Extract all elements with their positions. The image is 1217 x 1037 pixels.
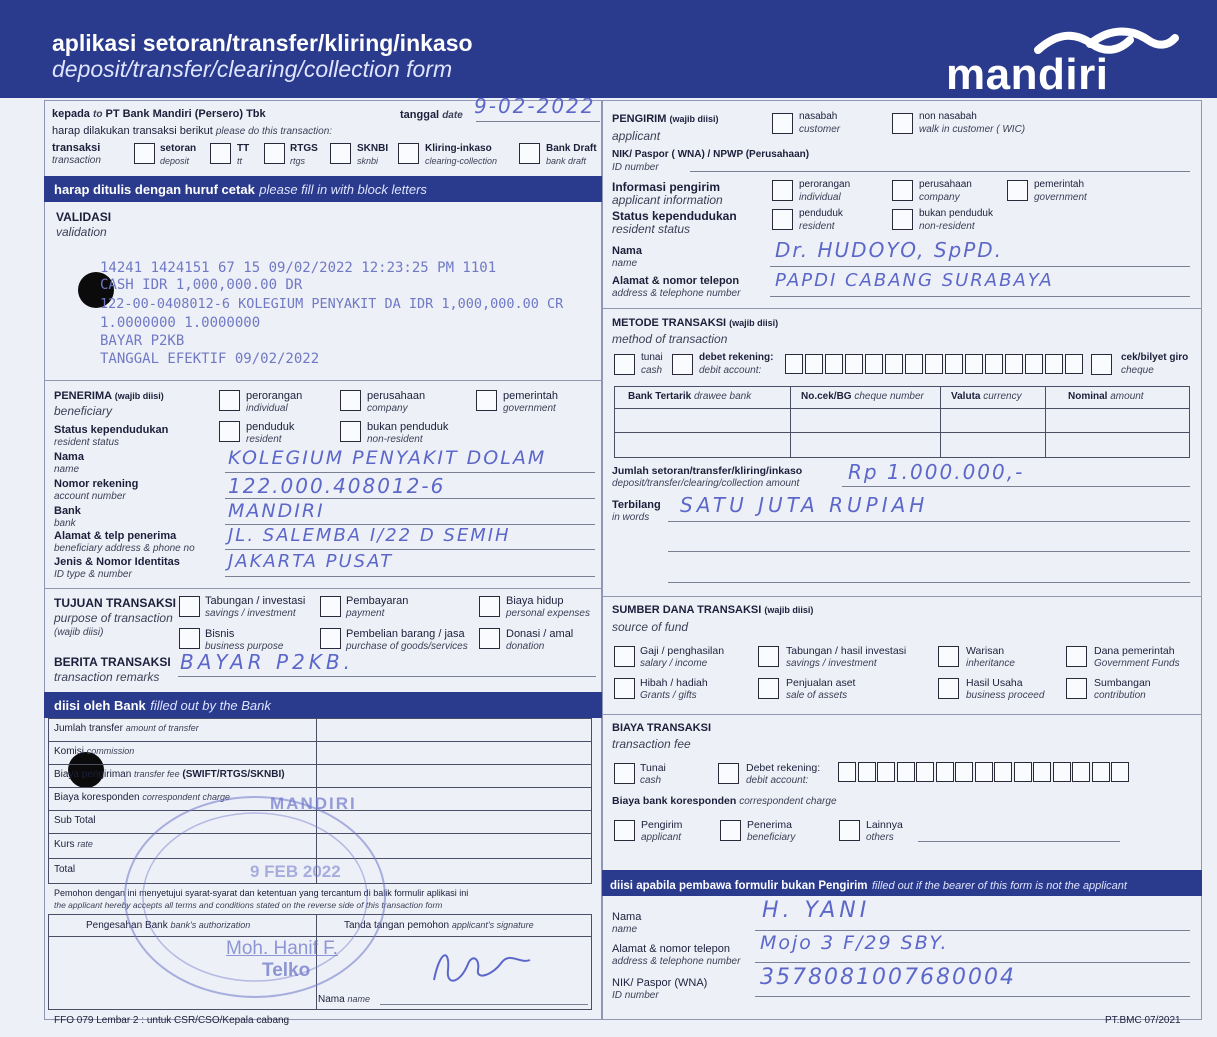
koresponden-lainnya-it: others: [866, 832, 894, 843]
biaya-tunai-label: Tunai: [640, 762, 666, 774]
koresponden-lainnya-label: Lainnya: [866, 819, 903, 831]
penerima-pemerintah-it: government: [503, 403, 556, 414]
sknbi-checkbox[interactable]: [330, 143, 351, 164]
bank-row-biaya-pengiriman: Biaya pengiriman transfer fee (SWIFT/RTGS/SKNBI): [54, 769, 285, 780]
penerima-alamat-label: Alamat & telp penerima: [54, 530, 177, 542]
tt-checkbox[interactable]: [210, 143, 231, 164]
account-digit-box[interactable]: [858, 762, 876, 782]
pengirim-bukan-penduduk-label: bukan penduduk: [919, 208, 993, 219]
tujuan-bisnis-checkbox[interactable]: [179, 628, 200, 649]
bearer-nama-label: Nama: [612, 911, 642, 923]
koresponden-pengirim-it: applicant: [641, 832, 682, 843]
sumber-hasil-usaha-it: business proceed: [966, 690, 1045, 701]
sumber-hasil-usaha-label: Hasil Usaha: [966, 677, 1023, 689]
penerima-penduduk-label: penduduk: [246, 421, 295, 433]
validasi-it: validation: [56, 225, 107, 239]
sumber-sumbangan-label: Sumbangan: [1094, 677, 1151, 689]
tujuan-tabungan-it: savings / investment: [205, 608, 296, 619]
tujuan-biaya-hidup-checkbox[interactable]: [479, 596, 500, 617]
penerima-jenis-it: ID type & number: [54, 569, 132, 580]
penerima-perusahaan-checkbox[interactable]: [340, 390, 361, 411]
bank-filled-bar: diisi oleh Bank filled out by the Bank: [44, 692, 602, 718]
kliring-label: Kliring-inkaso: [425, 143, 492, 154]
bank-row-subtotal: Sub Total: [54, 815, 96, 826]
penerima-status-label: Status kependudukan: [54, 424, 169, 436]
penerima-bank-it: bank: [54, 518, 76, 529]
non-nasabah-label: non nasabah: [919, 111, 977, 122]
account-digit-box[interactable]: [1053, 762, 1071, 782]
pengirim-perusahaan-it: company: [919, 192, 960, 203]
pengirim-perorangan-checkbox[interactable]: [772, 180, 793, 201]
transaksi-label: transaksi: [52, 142, 101, 154]
penerima-alamat-value-2[interactable]: JAKARTA PUSAT: [228, 551, 394, 572]
consent-it: the applicant hereby accepts all terms and conditions stated on the reverse side of this transaction form: [54, 900, 443, 910]
penerima-status-it: resident status: [54, 437, 120, 448]
penerima-perorangan-label: perorangan: [246, 390, 303, 402]
sumber-gaji-checkbox[interactable]: [614, 646, 635, 667]
tujuan-pembelian-label: Pembelian barang / jasa: [346, 628, 465, 640]
tujuan-tabungan-checkbox[interactable]: [179, 596, 200, 617]
sumber-dana-pemerintah-it: Government Funds: [1094, 658, 1180, 669]
penerima-bank-label: Bank: [54, 505, 81, 517]
sumber-tabungan-checkbox[interactable]: [758, 646, 779, 667]
berita-it: transaction remarks: [54, 670, 160, 684]
account-digit-box[interactable]: [825, 354, 843, 374]
cheque-col-bank: Bank Tertarik drawee bank: [628, 391, 752, 402]
bank-row-koresponden: Biaya koresponden correspondent charge: [54, 792, 230, 803]
account-digit-box[interactable]: [877, 762, 895, 782]
pengirim-perorangan-label: perorangan: [799, 179, 851, 190]
account-digit-box[interactable]: [965, 354, 983, 374]
penerima-pemerintah-checkbox[interactable]: [476, 390, 497, 411]
nasabah-label: nasabah: [799, 111, 838, 122]
account-digit-box[interactable]: [925, 354, 943, 374]
account-digit-box[interactable]: [936, 762, 954, 782]
sumber-tabungan-it: savings / investment: [786, 658, 877, 669]
bank-row-jumlah: Jumlah transfer amount of transfer: [54, 723, 199, 734]
penerima-alamat-it: beneficiary address & phone no: [54, 543, 195, 554]
tujuan-donasi-label: Donasi / amal: [506, 628, 574, 640]
form-title: aplikasi setoran/transfer/kliring/inkaso: [52, 30, 473, 56]
account-digit-box[interactable]: [1014, 762, 1032, 782]
tujuan-label: TUJUAN TRANSAKSI: [54, 596, 177, 610]
applicant-signature-icon: [420, 940, 540, 995]
tujuan-tabungan-label: Tabungan / investasi: [205, 595, 306, 607]
account-digit-box[interactable]: [805, 354, 823, 374]
validation-line-1: 14241 1424151 67 15 09/02/2022 12:23:25 PM 1101: [100, 260, 497, 276]
metode-debet-it: debit account:: [699, 365, 762, 376]
pengirim-alamat-it: address & telephone number: [612, 288, 741, 299]
sumber-it: source of fund: [612, 620, 689, 634]
pengirim-perorangan-it: individual: [799, 192, 841, 203]
penerima-penduduk-checkbox[interactable]: [219, 421, 240, 442]
penerima-nomor-value[interactable]: 122.000.408012-6: [228, 474, 446, 498]
penerima-perusahaan-it: company: [367, 403, 408, 414]
penerima-nomor-it: account number: [54, 491, 126, 502]
tanggal-label: tanggal date: [400, 109, 463, 121]
metode-debet-checkbox[interactable]: [672, 354, 693, 375]
berita-value[interactable]: BAYAR P2KB.: [180, 650, 354, 674]
bank-draft-checkbox[interactable]: [519, 143, 540, 164]
pengirim-penduduk-it: resident: [799, 221, 835, 232]
bearer-nama-it: name: [612, 924, 638, 935]
account-digit-box[interactable]: [1033, 762, 1051, 782]
sumber-gaji-label: Gaji / penghasilan: [640, 645, 725, 657]
pengirim-pemerintah-it: government: [1034, 192, 1087, 203]
pengirim-nik-it: ID number: [612, 162, 659, 173]
tujuan-pembayaran-checkbox[interactable]: [320, 596, 341, 617]
penerima-bukan-penduduk-label: bukan penduduk: [367, 421, 449, 433]
biaya-debet-it: debit account:: [746, 775, 809, 786]
tujuan-pembelian-checkbox[interactable]: [320, 628, 341, 649]
bearer-nik-label: NIK/ Paspor (WNA): [612, 977, 708, 989]
penerima-nomor-label: Nomor rekening: [54, 478, 139, 490]
signature-nama-label: Nama name: [318, 994, 370, 1005]
non-nasabah-it: walk in customer ( WIC): [919, 124, 1026, 135]
pengirim-nama-value[interactable]: Dr. HUDOYO, SpPD.: [775, 238, 1004, 262]
tujuan-pembayaran-it: payment: [346, 608, 385, 619]
tujuan-biaya-hidup-it: personal expenses: [506, 608, 590, 619]
penerima-bukan-penduduk-it: non-resident: [367, 434, 423, 445]
account-digit-box[interactable]: [897, 762, 915, 782]
tujuan-donasi-checkbox[interactable]: [479, 628, 500, 649]
sumber-warisan-checkbox[interactable]: [938, 646, 959, 667]
cheque-col-number: No.cek/BG cheque number: [801, 391, 924, 402]
kepada-label: kepada to PT Bank Mandiri (Persero) Tbk: [52, 108, 266, 120]
account-digit-box[interactable]: [1111, 762, 1129, 782]
jumlah-it: deposit/transfer/clearing/collection amount: [612, 478, 800, 489]
sumber-hasil-usaha-checkbox[interactable]: [938, 678, 959, 699]
pengirim-pemerintah-checkbox[interactable]: [1007, 180, 1028, 201]
rtgs-checkbox[interactable]: [264, 143, 285, 164]
koresponden-pengirim-label: Pengirim: [641, 819, 683, 831]
pengirim-label: PENGIRIM (wajib diisi): [612, 113, 719, 125]
penerima-alamat-value[interactable]: JL. SALEMBA I/22 D SEMIH: [228, 525, 511, 546]
pengirim-pemerintah-label: pemerintah: [1034, 179, 1085, 190]
biaya-tunai-checkbox[interactable]: [614, 763, 635, 784]
tanda-tangan-label: Tanda tangan pemohon applicant's signature: [344, 920, 534, 931]
setoran-it: deposit: [160, 156, 190, 166]
tujuan-biaya-hidup-label: Biaya hidup: [506, 595, 564, 607]
stamp-year: 9 FEB 2022: [250, 862, 341, 881]
sknbi-it: sknbi: [357, 156, 379, 166]
penerima-it: beneficiary: [54, 404, 113, 418]
biaya-debet-checkbox[interactable]: [718, 763, 739, 784]
penerima-perorangan-it: individual: [246, 403, 288, 414]
sumber-label: SUMBER DANA TRANSAKSI (wajib diisi): [612, 604, 814, 616]
penerima-nama-it: name: [54, 464, 80, 475]
biaya-tunai-it: cash: [640, 775, 662, 786]
koresponden-penerima-checkbox[interactable]: [720, 820, 741, 841]
pengesahan-label: Pengesahan Bank bank's authorization: [86, 920, 251, 931]
pengirim-alamat-value[interactable]: PAPDI CABANG SURABAYA: [775, 270, 1054, 291]
validation-line-3: 122-00-0408012-6 KOLEGIUM PENYAKIT DA IDR 1,000,000.00 CR: [100, 296, 564, 312]
account-digit-box[interactable]: [985, 354, 1003, 374]
validation-line-5: BAYAR P2KB: [100, 333, 185, 349]
footer-right: PT.BMC 07/2021: [1105, 1015, 1181, 1026]
penerima-perusahaan-label: perusahaan: [367, 390, 426, 402]
sumber-sumbangan-it: contribution: [1094, 690, 1146, 701]
nasabah-it: customer: [799, 124, 841, 135]
tujuan-donasi-it: donation: [506, 641, 545, 652]
cheque-col-currency: Valuta currency: [951, 391, 1022, 402]
jumlah-label: Jumlah setoran/transfer/kliring/inkaso: [612, 465, 803, 477]
stamp-text: MANDIRI: [270, 794, 357, 813]
sumber-hibah-label: Hibah / hadiah: [640, 677, 708, 689]
bearer-nik-it: ID number: [612, 990, 659, 1001]
sumber-penjualan-it: sale of assets: [786, 690, 848, 701]
sumber-dana-pemerintah-checkbox[interactable]: [1066, 646, 1087, 667]
bank-stamp-icon: [105, 785, 405, 1015]
penerima-perorangan-checkbox[interactable]: [219, 390, 240, 411]
pengirim-status-label: Status kependudukan: [612, 209, 737, 223]
pengirim-bukan-penduduk-checkbox[interactable]: [892, 209, 913, 230]
biaya-debit-digits[interactable]: [838, 762, 1138, 784]
validation-line-6: TANGGAL EFEKTIF 09/02/2022: [100, 351, 320, 367]
non-nasabah-checkbox[interactable]: [892, 113, 913, 134]
tujuan-pembelian-it: purchase of goods/services: [346, 641, 468, 652]
sumber-penjualan-label: Penjualan aset: [786, 677, 856, 689]
metode-cek-label: cek/bilyet giro: [1121, 352, 1189, 363]
sumber-warisan-label: Warisan: [966, 645, 1005, 657]
metode-it: method of transaction: [612, 332, 728, 346]
cheque-col-amount: Nominal amount: [1068, 391, 1144, 402]
bank-row-total: Total: [54, 864, 76, 875]
account-digit-box[interactable]: [845, 354, 863, 374]
account-digit-box[interactable]: [945, 354, 963, 374]
account-digit-box[interactable]: [916, 762, 934, 782]
account-digit-box[interactable]: [1092, 762, 1110, 782]
rtgs-label: RTGS: [290, 143, 318, 154]
stamp-name-2: Telko: [262, 960, 311, 981]
form-subtitle: deposit/transfer/clearing/collection form: [52, 56, 453, 82]
metode-debet-label: debet rekening:: [699, 352, 774, 363]
informasi-it: applicant information: [612, 193, 723, 207]
bearer-alamat-value[interactable]: Mojo 3 F/29 SBY.: [760, 932, 949, 954]
tt-label: TT: [237, 143, 250, 154]
koresponden-label: Biaya bank koresponden correspondent charge: [612, 795, 837, 807]
penerima-jenis-label: Jenis & Nomor Identitas: [54, 556, 180, 568]
sumber-dana-pemerintah-label: Dana pemerintah: [1094, 645, 1175, 657]
mandiri-logo: mandiri: [946, 50, 1109, 99]
metode-cek-it: cheque: [1121, 365, 1154, 376]
pengirim-it: applicant: [612, 129, 661, 143]
terbilang-label: Terbilang: [612, 499, 661, 511]
account-digit-box[interactable]: [1065, 354, 1083, 374]
tujuan-pembayaran-label: Pembayaran: [346, 595, 409, 607]
koresponden-lainnya-checkbox[interactable]: [839, 820, 860, 841]
pengirim-penduduk-checkbox[interactable]: [772, 209, 793, 230]
koresponden-penerima-label: Penerima: [747, 819, 792, 831]
metode-tunai-label: tunai: [641, 352, 663, 363]
kliring-it: clearing-collection: [425, 156, 498, 166]
sumber-tabungan-label: Tabungan / hasil investasi: [786, 645, 907, 657]
penerima-pemerintah-label: pemerintah: [503, 390, 559, 402]
penerima-label: PENERIMA (wajib diisi): [54, 390, 164, 402]
sumber-sumbangan-checkbox[interactable]: [1066, 678, 1087, 699]
metode-tunai-checkbox[interactable]: [614, 354, 635, 375]
pengirim-bukan-penduduk-it: non-resident: [919, 221, 975, 232]
block-letters-bar: harap ditulis dengan huruf cetak please fill in with block letters: [44, 176, 602, 202]
account-digit-box[interactable]: [865, 354, 883, 374]
terbilang-value[interactable]: SATU JUTA RUPIAH: [680, 493, 929, 517]
consent-text: Pemohon dengan ini menyetujui syarat-syarat dan ketentuan yang tercantum di balik formulir aplikasi ini: [54, 888, 469, 898]
tujuan-bisnis-it: business purpose: [205, 641, 284, 652]
nasabah-checkbox[interactable]: [772, 113, 793, 134]
penerima-nama-label: Nama: [54, 451, 84, 463]
tujuan-it2: (wajib diisi): [54, 627, 104, 638]
pengirim-penduduk-label: penduduk: [799, 208, 843, 219]
account-digit-box[interactable]: [955, 762, 973, 782]
koresponden-penerima-it: beneficiary: [747, 832, 796, 843]
jumlah-value[interactable]: Rp 1.000.000,-: [848, 460, 1025, 484]
metode-tunai-it: cash: [641, 365, 663, 376]
account-digit-box[interactable]: [975, 762, 993, 782]
account-digit-box[interactable]: [1025, 354, 1043, 374]
terbilang-it: in words: [612, 512, 650, 523]
account-digit-box[interactable]: [838, 762, 856, 782]
sumber-penjualan-checkbox[interactable]: [758, 678, 779, 699]
biaya-it: transaction fee: [612, 737, 691, 751]
sumber-warisan-it: inheritance: [966, 658, 1015, 669]
bearer-alamat-it: address & telephone number: [612, 956, 741, 967]
berita-label: BERITA TRANSAKSI: [54, 655, 171, 669]
penerima-nama-value[interactable]: KOLEGIUM PENYAKIT DOLAM: [228, 447, 547, 469]
metode-label: METODE TRANSAKSI (wajib diisi): [612, 317, 779, 329]
bank-row-komisi: Komisi commission: [54, 746, 135, 757]
footer-left: FFO 079 Lembar 2 : untuk CSR/CSO/Kepala cabang: [54, 1015, 290, 1026]
bank-draft-label: Bank Draft: [546, 143, 597, 154]
harap-label: harap dilakukan transaksi berikut please do this transaction:: [52, 125, 333, 137]
informasi-label: Informasi pengirim: [612, 180, 721, 194]
setoran-label: setoran: [160, 143, 197, 154]
pengirim-nama-it: name: [612, 258, 638, 269]
tujuan-bisnis-label: Bisnis: [205, 628, 235, 640]
biaya-label: BIAYA TRANSAKSI: [612, 722, 712, 734]
bearer-alamat-label: Alamat & nomor telepon: [612, 943, 731, 955]
kliring-checkbox[interactable]: [398, 143, 419, 164]
bearer-nik-value[interactable]: 3578081007680004: [760, 965, 1016, 990]
bank-row-kurs: Kurs rate: [54, 839, 93, 850]
sknbi-label: SKNBI: [357, 143, 389, 154]
sumber-hibah-checkbox[interactable]: [614, 678, 635, 699]
account-digit-box[interactable]: [1072, 762, 1090, 782]
account-digit-box[interactable]: [1045, 354, 1063, 374]
bearer-nama-value[interactable]: H. YANI: [762, 898, 871, 923]
account-digit-box[interactable]: [905, 354, 923, 374]
bank-draft-it: bank draft: [546, 156, 587, 166]
pengirim-alamat-label: Alamat & nomor telepon: [612, 275, 740, 287]
bearer-bar: diisi apabila pembawa formulir bukan Pengirim filled out if the bearer of this form is not the applicant: [602, 870, 1202, 896]
pengirim-nik-label: NIK/ Paspor ( WNA) / NPWP (Perusahaan): [612, 149, 810, 160]
validation-line-2: CASH IDR 1,000,000.00 DR: [100, 277, 303, 293]
rtgs-it: rtgs: [290, 156, 306, 166]
account-digit-box[interactable]: [885, 354, 903, 374]
transaksi-it: transaction: [52, 155, 101, 166]
koresponden-pengirim-checkbox[interactable]: [614, 820, 635, 841]
setoran-checkbox[interactable]: [134, 143, 155, 164]
penerima-penduduk-it: resident: [246, 434, 282, 445]
biaya-debet-label: Debet rekening:: [746, 762, 821, 774]
tujuan-it: purpose of transaction: [54, 611, 173, 625]
debit-account-digits[interactable]: [785, 354, 1085, 376]
pengirim-nama-label: Nama: [612, 245, 642, 257]
metode-cek-checkbox[interactable]: [1091, 354, 1112, 375]
sumber-gaji-it: salary / income: [640, 658, 708, 669]
validasi-label: VALIDASI: [56, 210, 112, 224]
pengirim-perusahaan-checkbox[interactable]: [892, 180, 913, 201]
sumber-hibah-it: Grants / gifts: [640, 690, 697, 701]
account-digit-box[interactable]: [994, 762, 1012, 782]
pengirim-status-it: resident status: [612, 222, 691, 236]
tanggal-value[interactable]: 9-02-2022: [474, 94, 596, 118]
account-digit-box[interactable]: [1005, 354, 1023, 374]
stamp-name: Moh. Hanif F.: [226, 938, 338, 959]
penerima-bukan-penduduk-checkbox[interactable]: [340, 421, 361, 442]
penerima-bank-value[interactable]: MANDIRI: [228, 500, 325, 522]
account-digit-box[interactable]: [785, 354, 803, 374]
pengirim-perusahaan-label: perusahaan: [919, 179, 972, 190]
tt-it: tt: [237, 156, 243, 166]
validation-line-4: 1.0000000 1.0000000: [100, 315, 261, 331]
